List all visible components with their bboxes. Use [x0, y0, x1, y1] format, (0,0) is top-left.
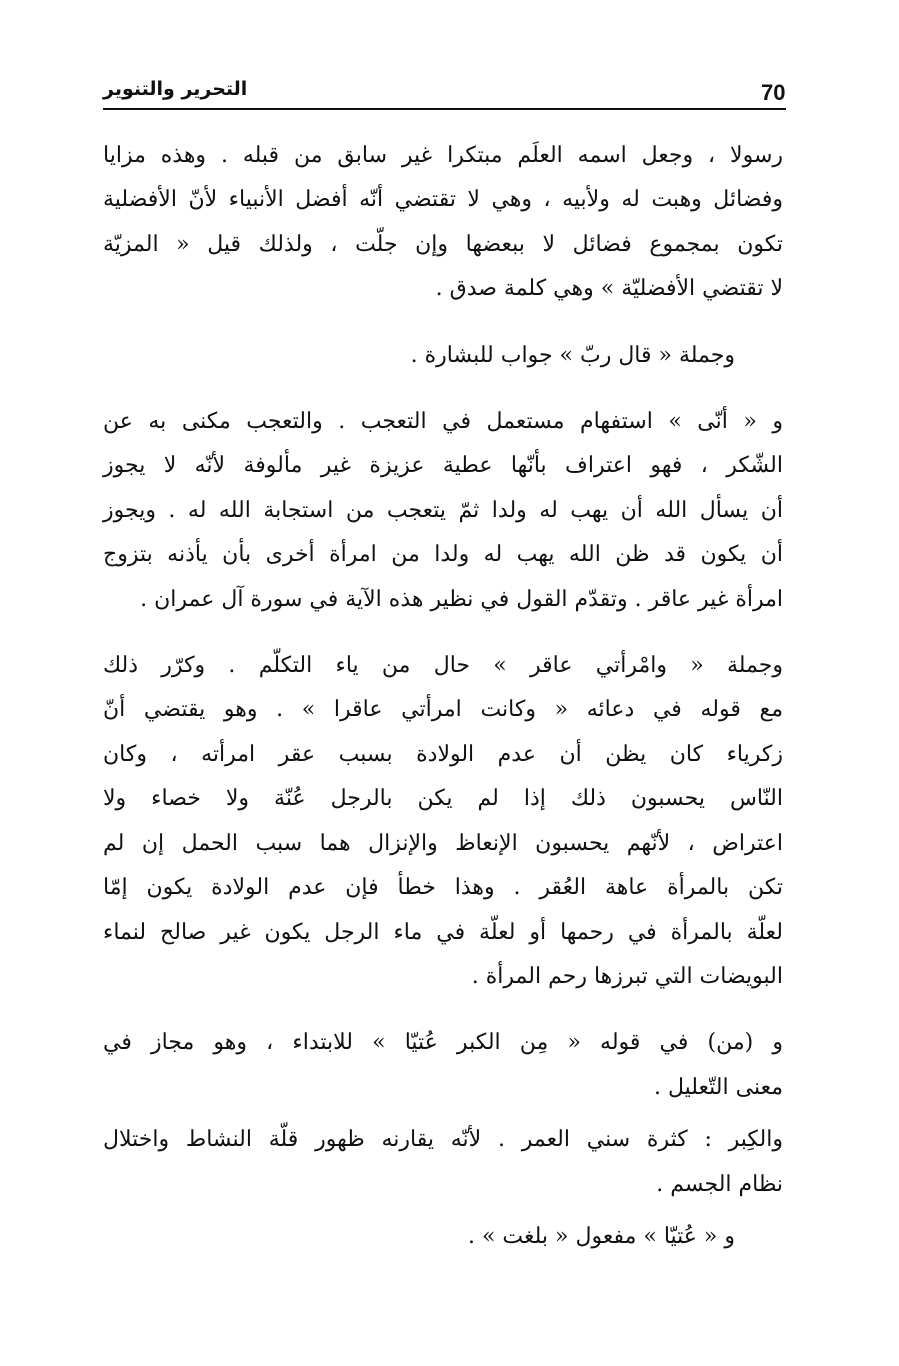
- text-line: زكرياء كان يظن أن عدم الولادة بسبب عقر امرأته ، وكان: [103, 741, 783, 767]
- text-line: لعلّة بالمرأة في رحمها أو لعلّة في ماء الرجل يكون غير صالح لنماء: [103, 919, 783, 945]
- text-line: و « عُتيّا » مفعول « بلغت » .: [467, 1223, 735, 1249]
- paragraph: [103, 1021, 783, 1110]
- paragraph: [103, 644, 783, 999]
- text-line: مع قوله في دعائه « وكانت امرأتي عاقرا » . وهو يقتضي أنّ: [103, 697, 783, 723]
- paragraph: [103, 400, 783, 622]
- text-line: امرأة غير عاقر . وتقدّم القول في نظير هذه الآية في سورة آل عمران .: [140, 586, 783, 612]
- page-header: [103, 78, 786, 110]
- paragraph: [103, 1215, 783, 1259]
- body-text: [103, 134, 783, 1259]
- text-line: أن يسأل الله أن يهب له ولدا ثمّ يتعجب من استجابة الله له . ويجوز: [103, 497, 783, 523]
- text-line: رسولا ، وجعل اسمه العلَم مبتكرا غير سابق من قبله . وهذه مزايا: [103, 143, 783, 168]
- paragraph: [103, 134, 783, 312]
- paragraph: [103, 334, 783, 378]
- text-line: نظام الجسم .: [656, 1171, 783, 1197]
- text-line: أن يكون قد ظن الله يهب له ولدا من امرأة أخرى بأن يأذنه بتزوج: [103, 542, 783, 568]
- text-line: تكن بالمرأة عاهة العُقر . وهذا خطأ فإن عدم الولادة يكون إمّا: [103, 875, 783, 901]
- text-line: معنى التّعليل .: [653, 1074, 783, 1100]
- text-line: و (من) في قوله « مِن الكبر عُتيّا » للابتداء ، وهو مجاز في: [103, 1030, 783, 1056]
- text-line: النّاس يحسبون ذلك إذا لم يكن بالرجل عُنّة ولا خصاء ولا: [103, 786, 783, 812]
- paragraph: [103, 1118, 783, 1207]
- text-line: و « أنّى » استفهام مستعمل في التعجب . والتعجب مكنى به عن: [103, 409, 783, 435]
- text-line: الشّكر ، فهو اعتراف بأنّها عطية عزيزة غير مألوفة لأنّه لا يجوز: [103, 453, 783, 479]
- text-line: وفضائل وهبت له ولأبيه ، وهي لا تقتضي أنّه أفضل الأنبياء لأنّ الأفضلية: [103, 187, 783, 213]
- text-line: وجملة « قال ربّ » جواب للبشارة .: [410, 342, 735, 368]
- text-line: البويضات التي تبرزها رحم المرأة .: [471, 963, 783, 989]
- page-number: 70: [761, 80, 786, 105]
- text-line: اعتراض ، لأنّهم يحسبون الإنعاظ والإنزال هما سبب الحمل إن لم: [103, 830, 783, 856]
- running-title: التحرير والتنوير: [103, 78, 248, 100]
- text-line: تكون بمجموع فضائل لا ببعضها وإن جلّت ، ولذلك قيل « المزيّة: [103, 231, 783, 257]
- text-line: والكِبر : كثرة سني العمر . لأنّه يقارنه ظهور قلّة النشاط واختلال: [103, 1127, 783, 1153]
- text-line: وجملة « وامْرأتي عاقر » حال من ياء التكلّم . وكرّر ذلك: [103, 653, 783, 679]
- text-line: لا تقتضي الأفضليّة » وهي كلمة صدق .: [435, 276, 783, 302]
